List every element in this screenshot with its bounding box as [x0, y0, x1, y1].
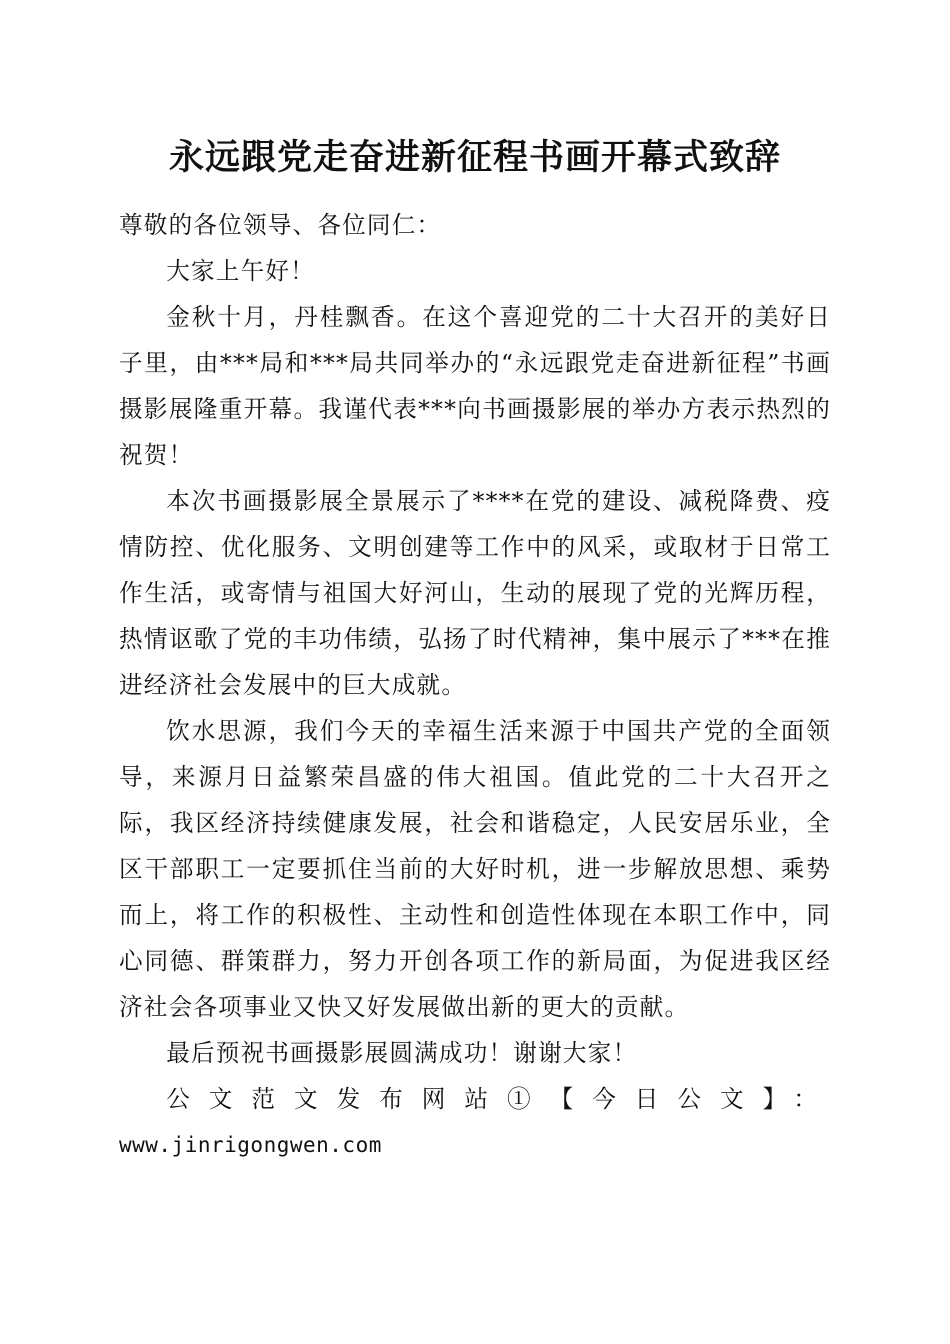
- document-title: 永远跟党走奋进新征程书画开幕式致辞: [168, 137, 781, 178]
- paragraph-opening: 金秋十月，丹桂飘香。在这个喜迎党的二十大召开的美好日子里，由***局和***局共同举办的“永远跟党走奋进新征程”书画摄影展隆重开幕。我谨代表***向书画摄影展的举办方表示热烈的祝贺！: [119, 303, 831, 469]
- paragraph-closing: 最后预祝书画摄影展圆满成功！谢谢大家！: [166, 1039, 638, 1067]
- paragraph-development: 饮水思源，我们今天的幸福生活来源于中国共产党的全面领导，来源月日益繁荣昌盛的伟大祖国。值此党的二十大召开之际，我区经济持续健康发展，社会和谐稳定，人民安居乐业，全区干部职工一定要抓住当前的大好时机，进一步解放思想、乘势而上，将工作的积极性、主动性和创造性体现在本职工作中，同心同德、群策群力，努力开创各项工作的新局面，为促进我区经济社会各项事业又快又好发展做出新的更大的贡献。: [119, 717, 831, 1021]
- salutation: 尊敬的各位领导、各位同仁：: [119, 211, 442, 239]
- footer-source-url: www.jinrigongwen.com: [119, 1133, 382, 1157]
- footer-source-label: 公文范文发布网站①【今日公文】：: [166, 1085, 831, 1113]
- paragraph-greeting: 大家上午好！: [166, 257, 315, 285]
- document-body: [119, 202, 831, 1168]
- paragraph-exhibition: 本次书画摄影展全景展示了****在党的建设、减税降费、疫情防控、优化服务、文明创建等工作中的风采，或取材于日常工作生活，或寄情与祖国大好河山，生动的展现了党的光辉历程，热情讴歌了党的丰功伟绩，弘扬了时代精神，集中展示了***在推进经济社会发展中的巨大成就。: [119, 487, 831, 699]
